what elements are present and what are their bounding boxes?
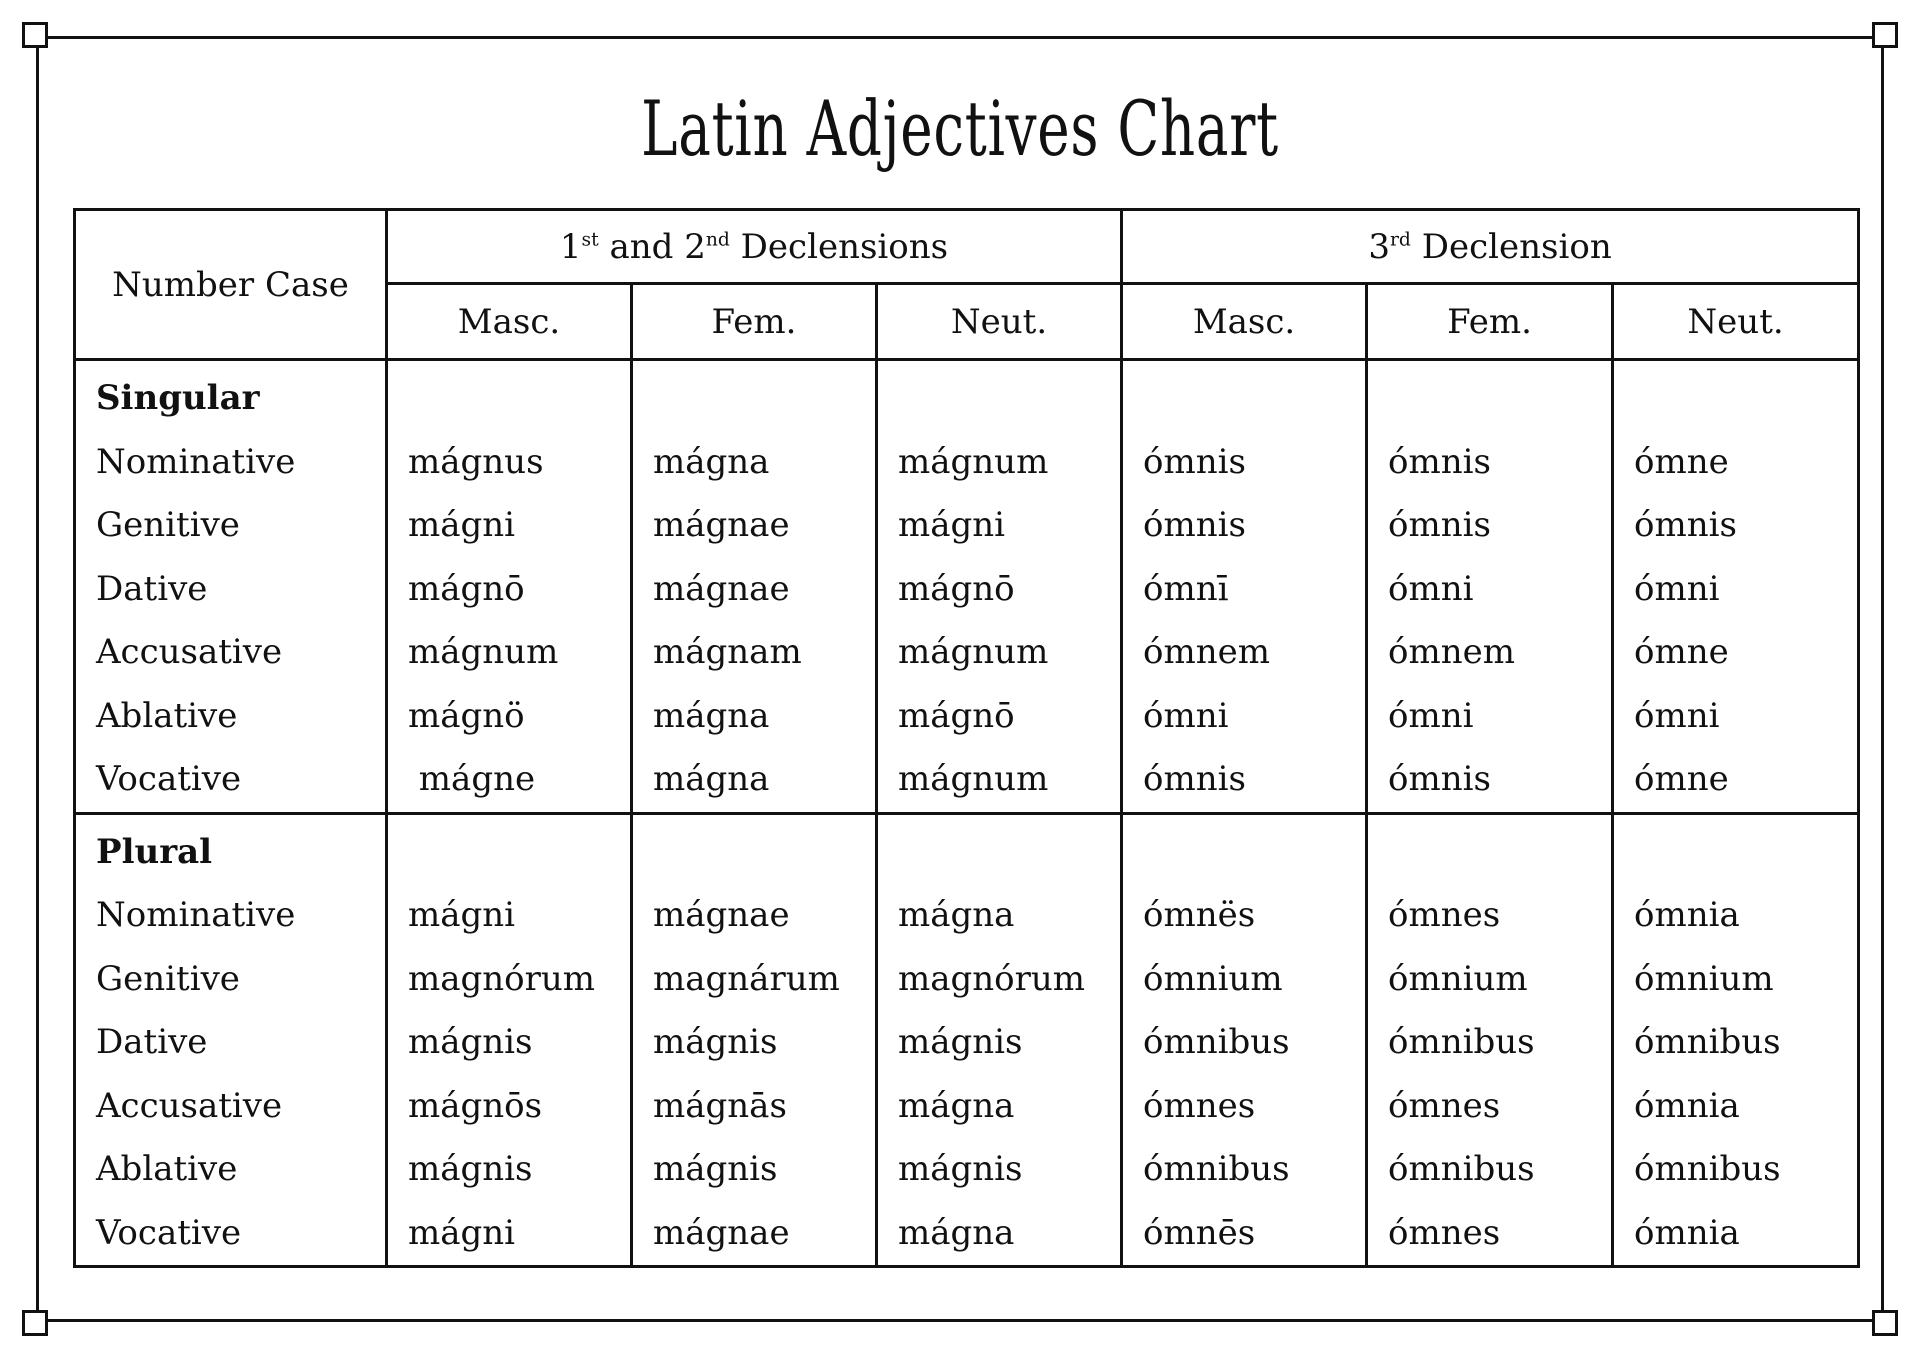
form-cell: ómnis [1388,759,1491,799]
forms-column [1367,813,1613,1267]
form-cell: ómnī [1143,568,1229,609]
forms-column [1122,360,1367,814]
form-cell: ómnem [1143,632,1270,672]
form-cell: mágnōs [408,1085,543,1126]
case-label: Ablative [96,695,238,736]
form-cell: mágnae [653,568,790,609]
form-cell: ómnis [1388,505,1491,545]
form-cell: ómnis [1634,505,1737,545]
case-label: Accusative [96,1085,283,1126]
form-cell: mágni [898,505,1006,545]
form-cell: mágna [898,895,1015,935]
form-cell: ómnibus [1634,1022,1781,1062]
form-cell: ómnibus [1143,1149,1290,1189]
forms-column [1613,813,1859,1267]
form-cell: mágna [653,441,770,482]
third-declension-header: 3rd Declension [1122,210,1859,284]
form-cell: mágnae [653,505,790,545]
form-cell: mágna [653,759,770,799]
form-cell: ómnibus [1388,1022,1535,1062]
form-cell: mágnō [898,568,1015,609]
form-cell: mágni [408,505,516,545]
form-cell: mágnum [898,759,1049,799]
form-cell: magnórum [898,958,1086,999]
form-cell: mágni [408,1212,516,1253]
form-cell: ómnium [1634,958,1774,999]
form-cell: mágna [653,695,770,736]
form-cell: ómnibus [1143,1022,1290,1062]
form-cell: ómnem [1388,632,1515,672]
form-cell: ómnis [1143,441,1246,482]
case-label: Accusative [96,632,283,672]
form-cell: ómnia [1634,1085,1740,1126]
case-label: Nominative [96,441,296,482]
form-cell: ómni [1388,695,1474,736]
form-cell: ómnia [1634,1212,1740,1253]
form-cell: ómne [1634,632,1729,672]
form-cell: mágnum [898,441,1049,482]
form-cell: ómnes [1388,1085,1501,1126]
form-cell: mágni [408,895,516,935]
number-case-header: Number Case [75,210,387,360]
form-cell: mágne [408,759,536,799]
form-cell: ómnis [1143,505,1246,545]
plural-section [75,813,1859,1267]
case-labels-column [75,360,387,814]
case-label: Vocative [96,1212,242,1253]
form-cell: mágna [898,1085,1015,1126]
forms-column [632,813,877,1267]
form-cell: mágnae [653,1212,790,1253]
form-cell: ómnibus [1634,1149,1781,1189]
gender-header-neut: Neut. [877,284,1122,360]
form-cell: ómnium [1388,958,1528,999]
form-cell: mágnum [408,632,559,672]
form-cell: mágnam [653,632,802,672]
forms-column [387,813,632,1267]
form-cell: ómnibus [1388,1149,1535,1189]
case-label: Ablative [96,1149,238,1189]
case-label: Genitive [96,958,240,999]
form-cell: ómni [1634,568,1720,609]
form-cell: ómnis [1388,441,1491,482]
form-cell: ómni [1143,695,1229,736]
form-cell: mágnās [653,1085,787,1126]
forms-column [1613,360,1859,814]
form-cell: ómnes [1388,1212,1501,1253]
form-cell: ómnës [1143,895,1256,935]
corner-ornament [22,1310,48,1336]
gender-header-neut: Neut. [1613,284,1859,360]
form-cell: ómnes [1388,895,1501,935]
form-cell: mágnis [898,1149,1023,1189]
corner-ornament [1872,1310,1898,1336]
singular-section [75,360,1859,814]
form-cell: mágnum [898,632,1049,672]
form-cell: mágnis [653,1149,778,1189]
form-cell: ómnis [1143,759,1246,799]
form-cell: mágnis [898,1022,1023,1062]
form-cell: ómnēs [1143,1212,1256,1253]
corner-ornament [22,22,48,48]
form-cell: mágnō [898,695,1015,736]
forms-column [387,360,632,814]
form-cell: ómne [1634,759,1729,799]
form-cell: ómnium [1143,958,1283,999]
section-label: Singular [96,378,260,418]
gender-header-masc: Masc. [1122,284,1367,360]
form-cell: magnórum [408,958,596,999]
forms-column [877,360,1122,814]
form-cell: ómni [1388,568,1474,609]
form-cell: mágnis [408,1149,533,1189]
form-cell: mágnae [653,895,790,935]
forms-column [877,813,1122,1267]
form-cell: mágnō [408,568,525,609]
form-cell: ómnes [1143,1085,1256,1126]
gender-header-masc: Masc. [387,284,632,360]
gender-header-fem: Fem. [632,284,877,360]
case-label: Dative [96,568,208,609]
form-cell: magnárum [653,958,840,999]
case-label: Nominative [96,895,296,935]
forms-column [632,360,877,814]
case-labels-column [75,813,387,1267]
form-cell: ómni [1634,695,1720,736]
page-title: Latin Adjectives Chart [641,84,1279,173]
forms-column [1122,813,1367,1267]
declension-table [73,208,1860,1268]
form-cell: ómnia [1634,895,1740,935]
form-cell: ómne [1634,441,1729,482]
corner-ornament [1872,22,1898,48]
form-cell: mágnus [408,441,544,482]
form-cell: mágnö [408,695,525,736]
case-label: Dative [96,1022,208,1062]
forms-column [1367,360,1613,814]
form-cell: mágnis [653,1022,778,1062]
case-label: Genitive [96,505,240,545]
form-cell: mágnis [408,1022,533,1062]
form-cell: mágna [898,1212,1015,1253]
first-second-declension-header: 1st and 2nd Declensions [387,210,1122,284]
case-label: Vocative [96,759,242,799]
gender-header-fem: Fem. [1367,284,1613,360]
section-label: Plural [96,831,213,872]
